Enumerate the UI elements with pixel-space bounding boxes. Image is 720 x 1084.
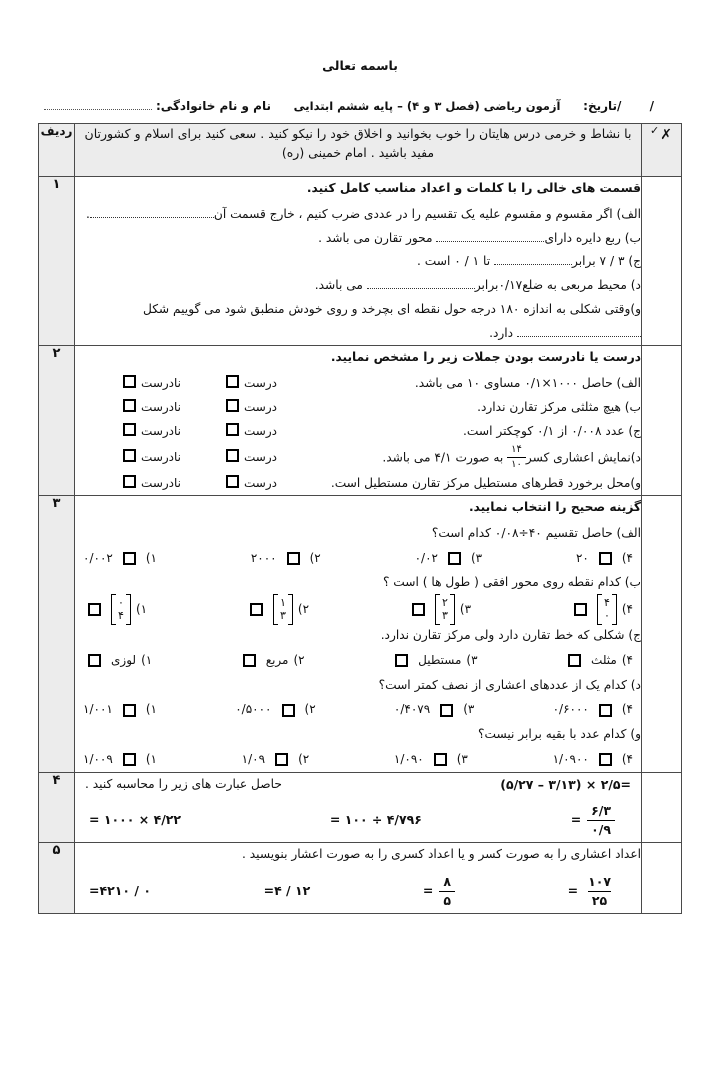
- q5-frac-b-num: ۱۰۷: [588, 874, 611, 890]
- mc-b-2-bottom: ۳: [280, 608, 286, 622]
- tf-e-false[interactable]: [118, 472, 181, 495]
- mc-a-1-num: ۱): [145, 550, 157, 565]
- tf-b-true-label: درست: [244, 400, 277, 415]
- checkbox-icon[interactable]: [568, 654, 581, 667]
- mark-cell-q4[interactable]: [642, 772, 682, 842]
- checkbox-icon[interactable]: [574, 603, 587, 616]
- q1b-text-2: محور تقارن می باشد .: [318, 230, 433, 245]
- mc-b-option-2[interactable]: [245, 596, 309, 623]
- tf-d-false[interactable]: [118, 446, 181, 469]
- coordinate-pair-icon: [273, 596, 293, 623]
- tf-d-true-label: درست: [244, 449, 277, 464]
- mc-b-1-top: ۰: [118, 596, 124, 610]
- mc-c-1-num: ۱): [141, 653, 153, 668]
- mc-c-option-1[interactable]: [83, 649, 152, 672]
- mc-d-1-text: ۱/۰۰۱: [83, 702, 113, 717]
- q1d-blank[interactable]: [367, 279, 475, 289]
- tf-d-frac-den: ۱۰: [507, 457, 526, 472]
- mc-d-4-text: ۰/۶۰۰۰: [552, 702, 589, 717]
- checkbox-icon[interactable]: [434, 753, 447, 766]
- mc-stem-a: الف) حاصل تقسیم ۴۰÷۰/۰۸ کدام است؟: [431, 526, 641, 541]
- mc-d-2-num: ۲): [304, 702, 316, 717]
- checkbox-icon[interactable]: [88, 603, 101, 616]
- mc-a-1-text: ۰/۰۰۲: [83, 550, 113, 565]
- mc-d-2-text: ۰/۵۰۰۰: [235, 702, 272, 717]
- mc-a-4-num: ۴): [621, 550, 633, 565]
- student-name-field: [40, 99, 271, 113]
- date-value: / /: [617, 99, 666, 113]
- tf-e-true[interactable]: [221, 472, 277, 495]
- student-name-blank[interactable]: [44, 100, 152, 110]
- checkbox-icon[interactable]: [275, 753, 288, 766]
- mc-b-2-num: ۲): [297, 602, 310, 617]
- q5-item-1: ۰ / ۴۲۱۰=: [89, 883, 151, 899]
- mc-d-1-num: ۱): [145, 702, 157, 717]
- tf-c-false[interactable]: [118, 420, 181, 443]
- mc-a-3-num: ۳): [470, 550, 483, 565]
- question-4-title: حاصل عبارت های زیر را محاسبه کنید .: [85, 776, 282, 791]
- row-number-3: ۳: [39, 496, 75, 773]
- checkbox-icon[interactable]: [123, 423, 136, 436]
- tf-d-true[interactable]: [221, 446, 277, 469]
- checkbox-icon[interactable]: [599, 552, 612, 565]
- mc-b-4-bottom: ۰: [603, 608, 610, 622]
- q5-frac-b-equals: =: [567, 883, 579, 899]
- mc-b-1-num: ۱): [135, 602, 148, 617]
- mc-b-option-4[interactable]: [569, 596, 633, 623]
- question-1-item-c: [75, 250, 641, 274]
- q4-frac-equals: =: [570, 812, 582, 828]
- coordinate-pair-icon: [597, 596, 617, 623]
- mc-a-option-4[interactable]: [576, 547, 633, 570]
- table-row: [39, 772, 682, 842]
- mc-options-b: [75, 595, 641, 624]
- mc-d-option-2[interactable]: [235, 698, 315, 721]
- mc-c-option-2[interactable]: [238, 649, 305, 672]
- tf-statement-d: [301, 444, 641, 472]
- question-5-items: [75, 868, 641, 912]
- check-icon: ✓: [650, 124, 661, 137]
- row-number-5: ۵: [39, 842, 75, 913]
- mc-e-1-num: ۱): [145, 751, 157, 766]
- mc-a-4-text: ۲۰: [575, 550, 589, 565]
- checkbox-icon[interactable]: [123, 704, 136, 717]
- exam-title: آزمون ریاضی (فصل ۳ و ۴) – پایه ششم ابتدایی: [293, 99, 561, 113]
- question-1-item-a: الف) اگر مقسوم و مقسوم علیه یک تقسیم را در عددی ضرب کنیم ، خارج قسمت آن.: [86, 206, 641, 221]
- coordinate-pair-icon: [435, 596, 455, 623]
- question-1-body: [75, 177, 642, 346]
- q1b-blank[interactable]: [436, 232, 544, 242]
- q5-fraction-b: [568, 874, 615, 908]
- checkbox-icon[interactable]: [599, 753, 612, 766]
- question-5-body: [75, 842, 642, 913]
- mc-c-1-text: لوزی: [111, 653, 137, 668]
- mc-b-4-top: ۴: [603, 596, 610, 610]
- mc-e-4-text: ۱/۰۹۰۰: [552, 751, 589, 766]
- question-4-line-2: [75, 797, 641, 841]
- question-4-body: [75, 772, 642, 842]
- q1a-blank[interactable]: [90, 208, 214, 218]
- q5-frac-b-den: ۲۵: [588, 891, 611, 909]
- mc-c-option-4[interactable]: [563, 649, 633, 672]
- q5-frac-a-den: ۵: [439, 891, 455, 909]
- q1c-text: ج) ۳ / ۷ برابر: [572, 254, 641, 269]
- mc-options-c: [75, 648, 641, 673]
- q4-fraction: [571, 803, 615, 837]
- q1e-text-2: دارد.: [489, 325, 514, 340]
- checkbox-icon[interactable]: [412, 603, 425, 616]
- mc-e-1-text: ۱/۰۰۹: [83, 751, 113, 766]
- q1c-text-2: تا ۱ / ۰ است .: [417, 254, 491, 269]
- date-field: [583, 99, 676, 113]
- tf-e-false-label: نادرست: [141, 475, 182, 490]
- mc-options-d: [75, 697, 641, 722]
- mc-b-option-3[interactable]: [407, 596, 471, 623]
- mc-d-option-1[interactable]: [83, 698, 157, 721]
- mc-e-option-4[interactable]: [553, 748, 633, 771]
- tf-d-frac-num: ۱۴: [511, 443, 522, 455]
- q1d-text-2: می باشد.: [314, 278, 363, 293]
- checkbox-icon[interactable]: [226, 375, 239, 388]
- tf-a-true[interactable]: [221, 372, 277, 395]
- tf-statement-b: ب) هیچ مثلثی مرکز تقارن ندارد.: [477, 400, 641, 415]
- q5-item-2: ۱۲ / ۴=: [263, 883, 311, 899]
- tf-d-false-label: نادرست: [141, 449, 182, 464]
- exam-page: [0, 58, 720, 1084]
- question-5-title: اعداد اعشاری را به صورت کسر و یا اعداد کسری را به صورت اعشار بنویسید .: [242, 846, 641, 861]
- tf-c-true-label: درست: [244, 424, 277, 438]
- question-3-title: گزینه صحیح را انتخاب نمایید.: [469, 500, 641, 515]
- tf-a-false-label: نادرست: [141, 376, 182, 391]
- mc-c-3-num: ۳): [466, 653, 478, 668]
- q5-fraction-a: [423, 874, 455, 908]
- mc-e-4-num: ۴): [621, 751, 633, 766]
- mc-c-2-text: مربع: [265, 653, 289, 668]
- checkbox-icon[interactable]: [123, 375, 136, 388]
- date-label: تاریخ:: [583, 99, 618, 113]
- checkbox-icon[interactable]: [123, 753, 136, 766]
- checkbox-icon[interactable]: [226, 449, 239, 462]
- student-info-row: [38, 99, 682, 113]
- q4-expr-mul: ۴/۲۲ × ۱۰۰۰ =: [89, 812, 182, 828]
- q4-expr-div: ۴/۷۹۶ ÷ ۱۰۰ =: [329, 812, 422, 828]
- mc-stem-d: د) کدام یک از عددهای اعشاری از نصف کمتر است؟: [378, 677, 641, 692]
- table-row: [39, 842, 682, 913]
- question-1-item-b: [75, 227, 641, 251]
- checkbox-icon[interactable]: [282, 704, 295, 717]
- mc-stem-e: و) کدام عدد با بقیه برابر نیست؟: [478, 726, 641, 741]
- checkbox-icon[interactable]: [243, 654, 256, 667]
- question-2-title: درست یا نادرست بودن جملات زیر را مشخص نمایید.: [330, 350, 641, 365]
- mc-c-option-3[interactable]: [390, 649, 477, 672]
- tf-a-false[interactable]: [118, 372, 181, 395]
- mc-e-2-text: ۱/۰۹: [241, 751, 266, 766]
- table-row: [39, 177, 682, 346]
- mc-d-4-num: ۴): [621, 702, 633, 717]
- mc-e-2-num: ۲): [298, 751, 310, 766]
- mc-c-2-num: ۲): [293, 653, 305, 668]
- question-1-title: قسمت های خالی را با کلمات و اعداد مناسب کامل کنید.: [306, 181, 641, 195]
- mc-e-3-text: ۱/۰۹۰: [393, 751, 424, 766]
- tf-b-false[interactable]: [118, 396, 181, 419]
- mc-a-option-1[interactable]: [83, 547, 157, 570]
- question-1-item-e-cont: [75, 322, 641, 346]
- row-number-2: ۲: [39, 346, 75, 496]
- checkbox-icon[interactable]: [123, 475, 136, 488]
- mc-stem-c: ج) شکلی که خط تقارن دارد ولی مرکز تقارن ندارد.: [380, 628, 641, 643]
- checkbox-icon[interactable]: [88, 654, 101, 667]
- mc-d-option-4[interactable]: [553, 698, 633, 721]
- q1a-text: الف) اگر مقسوم و مقسوم علیه یک تقسیم را در عددی ضرب کنیم ، خارج قسمت آن: [213, 206, 641, 221]
- wrong-icon: ✗: [660, 127, 673, 143]
- tf-row-d: [75, 444, 641, 472]
- checkbox-icon[interactable]: [123, 399, 136, 412]
- checkbox-icon[interactable]: [226, 475, 239, 488]
- mc-options-e: [75, 747, 641, 772]
- question-3-body: [75, 496, 642, 773]
- mc-c-4-num: ۴): [621, 653, 633, 668]
- mc-e-option-3[interactable]: [394, 748, 468, 771]
- mc-e-option-1[interactable]: [83, 748, 157, 771]
- question-1-item-e: [75, 298, 641, 322]
- exam-table: [38, 123, 682, 914]
- checkbox-icon[interactable]: [250, 603, 263, 616]
- tf-row-a: [75, 372, 641, 396]
- mc-b-3-top: ۲: [441, 596, 448, 610]
- mc-e-option-2[interactable]: [242, 748, 310, 771]
- question-2-body: [75, 346, 642, 496]
- mc-a-option-3[interactable]: [415, 547, 483, 570]
- q1c-blank[interactable]: [494, 255, 572, 265]
- mark-column-header: [642, 124, 682, 177]
- bismillah-heading: باسمه تعالی: [322, 58, 398, 73]
- tf-c-true[interactable]: [221, 420, 277, 443]
- row-number-1: ۱: [39, 177, 75, 346]
- checkbox-icon[interactable]: [123, 449, 136, 462]
- tf-e-true-label: درست: [244, 475, 277, 490]
- checkbox-icon[interactable]: [395, 654, 408, 667]
- tf-statement-a: الف) حاصل ۱۰۰۰×۰/۱ مساوی ۱۰ می باشد.: [414, 376, 641, 391]
- mc-b-4-num: ۴): [621, 602, 633, 617]
- tf-row-b: [75, 396, 641, 420]
- mark-cell-q5[interactable]: [642, 842, 682, 913]
- tf-b-true[interactable]: [221, 396, 277, 419]
- mark-cell-q1[interactable]: [642, 177, 682, 346]
- checkbox-icon[interactable]: [123, 552, 136, 565]
- tf-row-c: [75, 420, 641, 444]
- mc-d-option-3[interactable]: [394, 698, 474, 721]
- mc-b-2-top: ۱: [280, 596, 286, 610]
- tf-c-false-label: نادرست: [141, 424, 182, 438]
- tf-statement-e: و)محل برخورد قطرهای مستطیل مرکز تقارن مستطیل است.: [330, 475, 641, 490]
- q1e-blank[interactable]: [517, 327, 641, 337]
- q1d-text: د) محیط مربعی به ضلع۰/۱۷برابر: [474, 278, 641, 293]
- table-row: [39, 496, 682, 773]
- mc-a-2-num: ۲): [309, 550, 321, 565]
- mc-b-3-bottom: ۳: [441, 608, 448, 622]
- student-name-label: نام و نام خانوادگی:: [156, 99, 271, 113]
- tf-b-false-label: نادرست: [141, 400, 182, 415]
- mark-cell-q3[interactable]: [642, 496, 682, 773]
- q1b-text: ب) ربع دایره دارای: [544, 230, 641, 245]
- mark-cell-q2[interactable]: [642, 346, 682, 496]
- q1e-text: و)وقتی شکلی به اندازه ۱۸۰ درجه حول نقطه ای بچرخد و روی خودش منطبق شود می گوییم شکل: [142, 301, 641, 316]
- checkbox-icon[interactable]: [599, 704, 612, 717]
- q5-frac-a-num: ۸: [443, 874, 451, 890]
- question-1-item-d: [75, 274, 641, 298]
- radif-column-header: ردیف: [39, 124, 75, 177]
- q4-expr-top: (۵/۲۷ – ۳/۱۳) × ۲/۵=: [500, 776, 631, 792]
- checkbox-icon[interactable]: [448, 552, 461, 565]
- mc-c-3-text: مستطیل: [418, 653, 462, 668]
- mc-b-1-bottom: ۴: [118, 608, 124, 622]
- tf-d-prefix: د)نمایش اعشاری کسر: [525, 450, 641, 465]
- checkbox-icon[interactable]: [440, 704, 453, 717]
- mc-a-3-text: ۰/۰۲: [414, 550, 438, 565]
- mc-stem-b: ب) کدام نقطه روی محور افقی ( طول ها ) است ؟: [382, 575, 641, 590]
- tf-d-suffix: به صورت ۴/۱ می باشد.: [382, 450, 504, 465]
- coordinate-pair-icon: [111, 596, 131, 623]
- mc-a-option-2[interactable]: [251, 547, 321, 570]
- mc-b-3-num: ۳): [459, 602, 472, 617]
- question-4-line-1: [75, 773, 641, 797]
- mc-d-3-num: ۳): [463, 702, 475, 717]
- mc-c-4-text: مثلث: [591, 653, 617, 668]
- row-number-4: ۴: [39, 772, 75, 842]
- tf-statement-c: ج) عدد ۰/۰۰۸ از ۰/۱ کوچکتر است.: [463, 423, 641, 438]
- mc-options-a: [75, 546, 641, 571]
- table-row: [39, 346, 682, 496]
- tf-row-e: [75, 472, 641, 496]
- checkbox-icon[interactable]: [226, 399, 239, 412]
- table-header-row: [39, 124, 682, 177]
- mc-d-3-text: ۰/۴۰۷۹: [393, 702, 431, 717]
- checkbox-icon[interactable]: [226, 423, 239, 436]
- q4-frac-num: ۶/۳: [591, 803, 611, 819]
- q4-frac-den: ۰/۹: [587, 820, 615, 838]
- motivational-quote: با نشاط و خرمی درس هایتان را خوب بخوانید و اخلاق خود را نیکو کنید . سعی کنید برای اسلام و کشورتان مفید باشید . امام خمینی (ره): [75, 124, 642, 177]
- mc-e-3-num: ۳): [456, 751, 468, 766]
- q5-frac-a-equals: =: [422, 883, 434, 899]
- mc-b-option-1[interactable]: [83, 596, 147, 623]
- mc-a-2-text: ۲۰۰۰: [250, 550, 277, 565]
- tf-a-true-label: درست: [244, 376, 277, 391]
- checkbox-icon[interactable]: [287, 552, 300, 565]
